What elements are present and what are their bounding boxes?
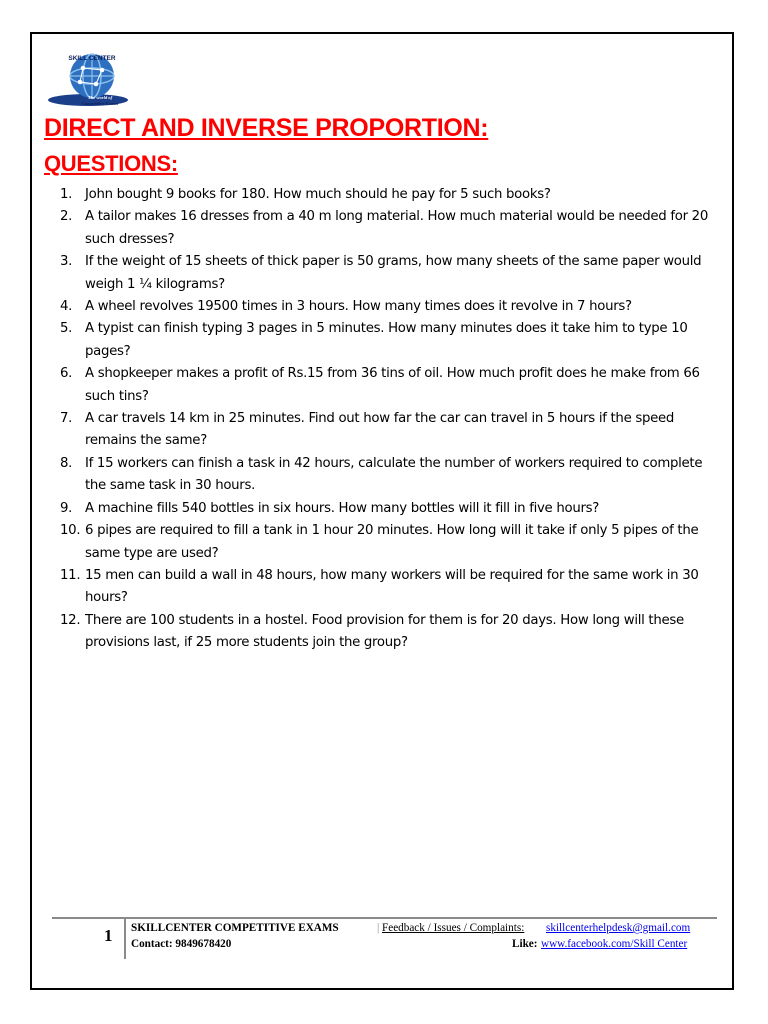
question-item [60,610,722,655]
question-text: A shopkeeper makes a profit of Rs.15 from 36 tins of oil. How much profit does he make from 66 such tins? [85,366,700,404]
question-item [60,520,722,565]
footer-email-link[interactable]: skillcenterhelpdesk@gmail.com [546,922,691,934]
question-number: 5. [60,321,73,337]
question-number: 1. [60,187,73,202]
page-number: 1 [104,926,113,945]
globe-logo-icon [44,50,140,108]
question-text: A typist can finish typing 3 pages in 5 minutes. How many minutes does it take him to type 10 pages? [85,321,688,359]
question-item [60,318,722,363]
question-item [60,206,722,251]
question-number: 10. [60,523,81,539]
page-title: DIRECT AND INVERSE PROPORTION: [44,114,489,142]
question-number: 12. [60,612,81,628]
logo-tagline-line1: The world of [87,95,113,100]
question-item [60,498,722,520]
question-item [60,408,722,453]
question-number: 6. [60,366,73,382]
question-item [60,363,722,408]
logo-tagline-line2: Competitive Exams [81,101,119,106]
section-heading: QUESTIONS: [44,151,178,176]
question-text: A car travels 14 km in 25 minutes. Find out how far the car can travel in 5 hours if the speed remains the same? [85,411,675,449]
question-text: John bought 9 books for 180. How much should he pay for 5 such books? [85,187,551,202]
question-text: If the weight of 15 sheets of thick paper is 50 grams, how many sheets of the same paper would weigh 1 ¼ kilograms? [85,254,702,292]
logo-brand-text: SKILL CENTER [68,55,116,62]
question-item [60,296,722,318]
question-text: 15 men can build a wall in 48 hours, how many workers will be required for the same work in 30 hours? [85,567,699,606]
question-number: 9. [60,500,73,516]
question-item [60,184,722,206]
question-text: A machine fills 540 bottles in six hours. How many bottles will it fill in five hours? [85,500,599,516]
question-text: There are 100 students in a hostel. Food provision for them is for 20 days. How long will these provisions last, if 25 more students join the group? [85,612,684,651]
footer-feedback-label: Feedback / Issues / Complaints: [382,922,525,934]
question-number: 11. [60,567,81,583]
footer-org-name: SKILLCENTER COMPETITIVE EXAMS [131,922,339,934]
question-item [60,251,722,296]
question-number: 4. [60,299,73,315]
question-text: A wheel revolves 19500 times in 3 hours. How many times does it revolve in 7 hours? [85,299,632,315]
footer-like-label: Like: [512,938,538,950]
question-text: If 15 workers can finish a task in 42 hours, calculate the number of workers required to complete the same task in 30 hours. [85,455,703,494]
footer-contact: Contact: 9849678420 [131,938,232,950]
question-number: 8. [60,455,73,471]
question-list [60,184,722,655]
question-item [60,565,722,610]
question-text: A tailor makes 16 dresses from a 40 m long material. How much material would be needed for 20 such dresses? [85,209,709,247]
question-text: 6 pipes are required to fill a tank in 1 hour 20 minutes. How long will it take if only 5 pipes of the same type are used? [85,523,699,561]
footer-divider [52,917,717,919]
footer-separator: | [377,922,380,934]
question-number: 2. [60,209,73,225]
logo [44,50,140,108]
footer-facebook-link[interactable]: www.facebook.com/Skill Center [541,938,688,950]
footer-vertical-divider [124,919,126,959]
question-number: 3. [60,254,73,270]
question-item [60,453,722,498]
question-number: 7. [60,411,73,427]
